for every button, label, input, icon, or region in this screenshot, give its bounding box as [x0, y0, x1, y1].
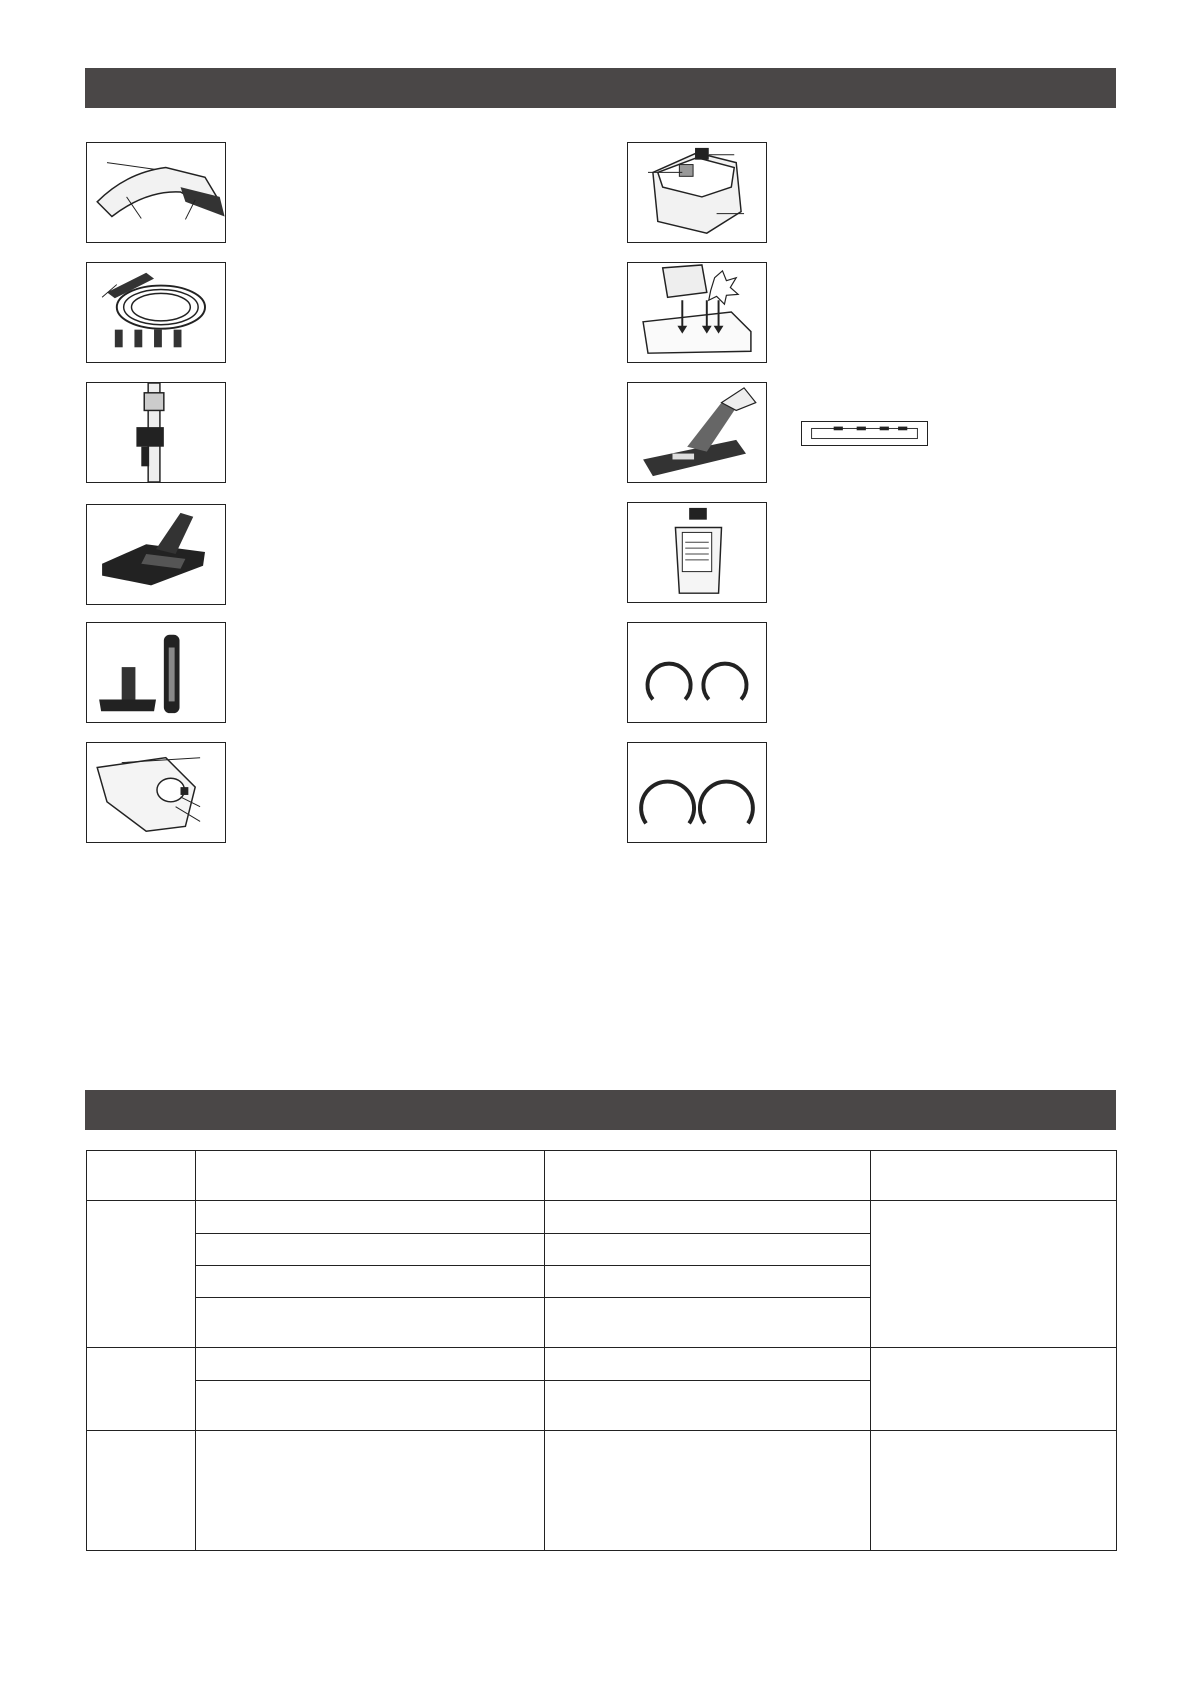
table-cell: [196, 1381, 545, 1431]
table-cell: [87, 1201, 196, 1348]
table-cell: [545, 1348, 871, 1381]
table-cell: [87, 1431, 196, 1551]
steam-handle-image: [86, 142, 226, 243]
table-cell: [196, 1348, 545, 1381]
troubleshooting-section-bar: [85, 1090, 1116, 1130]
table-cell: [545, 1381, 871, 1431]
dust-bag-image: [86, 742, 226, 843]
filter-cartridge-icon: [628, 263, 766, 362]
extension-tube-icon: [87, 383, 225, 482]
small-clips-image: [627, 622, 767, 723]
table-row: [87, 1431, 1117, 1551]
filter-cartridge-image: [627, 262, 767, 363]
accessories-section-bar: [85, 68, 1116, 108]
small-nozzles-image: [86, 622, 226, 723]
small-clips-icon: [628, 623, 766, 722]
window-nozzle-icon: [628, 383, 766, 482]
table-cell: [545, 1201, 871, 1234]
table-cell: [196, 1234, 545, 1266]
table-cell: [545, 1234, 871, 1266]
header-cell-note: [871, 1151, 1117, 1201]
hose-coil-icon: [87, 263, 225, 362]
floor-nozzle-image: [86, 504, 226, 605]
detergent-bottle-image: [627, 502, 767, 603]
hose-coil-image: [86, 262, 226, 363]
water-tank-image: [627, 142, 767, 243]
table-cell: [87, 1348, 196, 1431]
large-clips-icon: [628, 743, 766, 842]
table-header-row: [87, 1151, 1117, 1201]
large-clips-image: [627, 742, 767, 843]
table-cell: [545, 1298, 871, 1348]
extension-tube-image: [86, 382, 226, 483]
table-cell: [196, 1298, 545, 1348]
table-row: [87, 1201, 1117, 1234]
table-cell: [871, 1201, 1117, 1348]
table-cell: [545, 1431, 871, 1551]
table-cell: [545, 1266, 871, 1298]
floor-nozzle-icon: [87, 505, 225, 604]
dust-bag-icon: [87, 743, 225, 842]
window-nozzle-image: [627, 382, 767, 483]
squeegee-blade-image: [801, 421, 928, 446]
steam-handle-icon: [87, 143, 225, 242]
table-cell: [196, 1431, 545, 1551]
squeegee-blade-icon: [802, 422, 927, 445]
table-cell: [196, 1266, 545, 1298]
table-cell: [196, 1201, 545, 1234]
small-nozzles-icon: [87, 623, 225, 722]
header-cell-cause: [196, 1151, 545, 1201]
header-cell-problem: [87, 1151, 196, 1201]
table-cell: [871, 1348, 1117, 1431]
troubleshooting-table: [86, 1150, 1117, 1551]
table-cell: [871, 1431, 1117, 1551]
header-cell-remedy: [545, 1151, 871, 1201]
table-row: [87, 1348, 1117, 1381]
water-tank-icon: [628, 143, 766, 242]
detergent-bottle-icon: [628, 503, 766, 602]
